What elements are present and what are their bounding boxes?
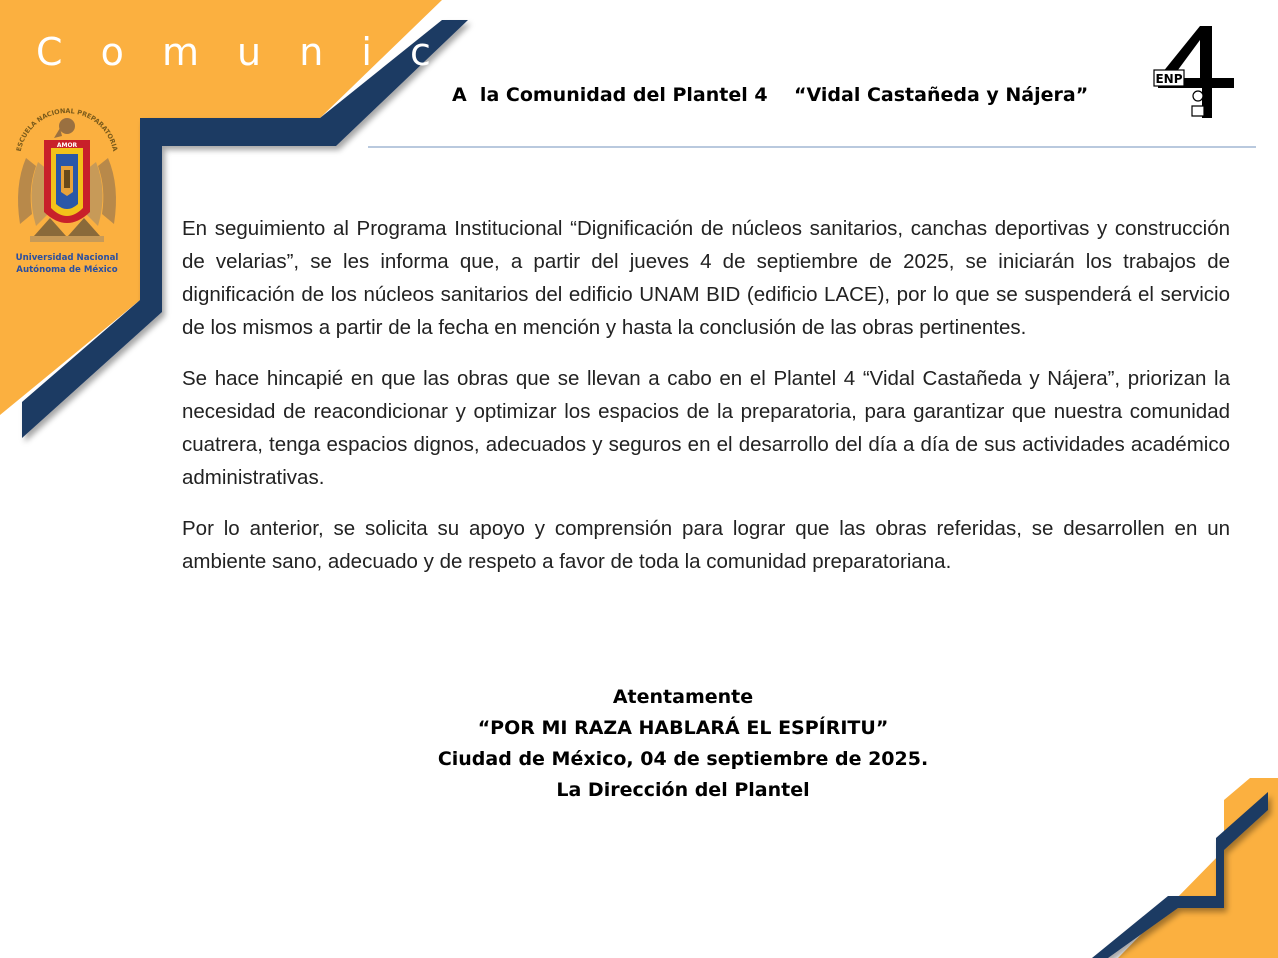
enp-plantel-4-logo-icon xyxy=(1152,22,1238,122)
unam-caption-line1: Universidad Nacional xyxy=(15,253,119,263)
closing-signatory: La Dirección del Plantel xyxy=(556,779,810,801)
paragraph-3: Por lo anterior, se solicita su apoyo y comprensión para lograr que las obras referidas, se desarrollen en un ambiente sano, adecuado y de respeto a favor de toda la comunidad preparatoriana. xyxy=(182,517,1230,573)
closing-salutation: Atentamente xyxy=(612,686,754,708)
unam-coat-of-arms-icon xyxy=(6,96,128,282)
enp-label: ENP xyxy=(1155,72,1183,86)
unam-arc-text: ESCUELA NACIONAL PREPARATORIA xyxy=(14,106,120,153)
page-heading: C o m u n i c a d o xyxy=(36,30,629,74)
unam-caption-line2: Autónoma de México xyxy=(16,265,118,275)
svg-text:AMOR: AMOR xyxy=(56,142,78,149)
paragraph-1: En seguimiento al Programa Institucional “Dignificación de núcleos sanitarios, canchas deportivas y construcción de velarias”, se les informa que, a partir del jueves 4 de septiembre de 2025, se iniciarán los trabajos de dignificación de los núcleos sanitarios del edificio UNAM BID (edificio LACE), por lo que se suspenderá el servicio de los mismos a partir de la fecha en mención y hasta la conclusión de las obras pertinentes. xyxy=(182,217,1230,339)
closing-date: Ciudad de México, 04 de septiembre de 2025. xyxy=(437,748,929,770)
body-text xyxy=(182,212,1230,596)
paragraph-2: Se hace hincapié en que las obras que se llevan a cabo en el Plantel 4 “Vidal Castañeda y Nájera”, priorizan la necesidad de reacondicionar y optimizar los espacios de la preparatoria, para garantizar que nuestra comunidad cuatrera, tenga espacios dignos, adecuados y seguros en el desarrollo del día a día de sus actividades académico administrativas. xyxy=(182,367,1230,489)
closing-motto: “POR MI RAZA HABLARÁ EL ESPÍRITU” xyxy=(477,717,889,739)
signature-block xyxy=(340,682,1026,806)
recipient-line: A la Comunidad del Plantel 4 “Vidal Castañeda y Nájera” xyxy=(452,84,1089,106)
